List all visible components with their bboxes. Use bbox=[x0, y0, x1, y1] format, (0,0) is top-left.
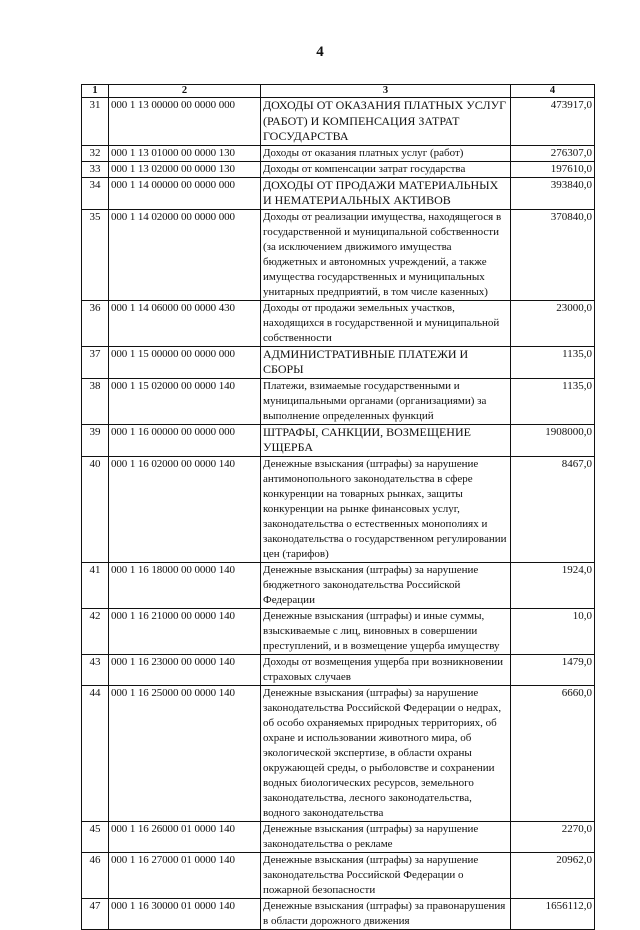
row-amount: 20962,0 bbox=[511, 852, 595, 898]
row-amount: 370840,0 bbox=[511, 209, 595, 300]
row-code: 000 1 15 02000 00 0000 140 bbox=[109, 378, 261, 424]
row-amount: 276307,0 bbox=[511, 145, 595, 161]
row-description: ДОХОДЫ ОТ ОКАЗАНИЯ ПЛАТНЫХ УСЛУГ (РАБОТ) И КОМПЕНСАЦИЯ ЗАТРАТ ГОСУДАРСТВА bbox=[261, 98, 511, 146]
table-row bbox=[82, 821, 595, 852]
row-code: 000 1 16 18000 00 0000 140 bbox=[109, 562, 261, 608]
revenue-table bbox=[81, 84, 595, 930]
row-description: ШТРАФЫ, САНКЦИИ, ВОЗМЕЩЕНИЕ УЩЕРБА bbox=[261, 424, 511, 456]
table-header-row bbox=[82, 85, 595, 98]
table-row bbox=[82, 562, 595, 608]
row-number: 38 bbox=[82, 378, 109, 424]
row-number: 39 bbox=[82, 424, 109, 456]
table-row bbox=[82, 346, 595, 378]
row-number: 43 bbox=[82, 654, 109, 685]
row-number: 45 bbox=[82, 821, 109, 852]
row-code: 000 1 14 02000 00 0000 000 bbox=[109, 209, 261, 300]
row-description: Денежные взыскания (штрафы) за нарушение законодательства Российской Федерации о пожарной безопасности bbox=[261, 852, 511, 898]
row-code: 000 1 13 00000 00 0000 000 bbox=[109, 98, 261, 146]
row-code: 000 1 16 27000 01 0000 140 bbox=[109, 852, 261, 898]
row-number: 47 bbox=[82, 898, 109, 929]
row-number: 41 bbox=[82, 562, 109, 608]
row-number: 33 bbox=[82, 161, 109, 177]
row-code: 000 1 13 02000 00 0000 130 bbox=[109, 161, 261, 177]
page-number: 4 bbox=[316, 44, 324, 60]
row-number: 36 bbox=[82, 300, 109, 346]
row-amount: 8467,0 bbox=[511, 456, 595, 562]
row-description: Денежные взыскания (штрафы) за нарушение законодательства Российской Федерации о недрах, об особо охраняемых природных территориях, об охране и использовании животного мира, об экологической экспертизе, в области охраны окружающей среды, о рыболовстве и сохранении водных биологических ресурсов, земельного законодательства, лесного законодательства, водного законодательства bbox=[261, 685, 511, 821]
row-amount: 1908000,0 bbox=[511, 424, 595, 456]
row-amount: 23000,0 bbox=[511, 300, 595, 346]
row-description: Денежные взыскания (штрафы) за правонарушения в области дорожного движения bbox=[261, 898, 511, 929]
row-code: 000 1 16 00000 00 0000 000 bbox=[109, 424, 261, 456]
row-amount: 1135,0 bbox=[511, 378, 595, 424]
row-description: Денежные взыскания (штрафы) и иные суммы, взыскиваемые с лиц, виновных в совершении преступлений, и в возмещение ущерба имуществу bbox=[261, 608, 511, 654]
table-row bbox=[82, 300, 595, 346]
row-description: Денежные взыскания (штрафы) за нарушение антимонопольного законодательства в сфере конкуренции на товарных рынках, защиты конкуренции на рынке финансовых услуг, законодательства о естественных монополиях и законодательства о государственном регулировании цен (тарифов) bbox=[261, 456, 511, 562]
row-amount: 1924,0 bbox=[511, 562, 595, 608]
row-description: Денежные взыскания (штрафы) за нарушение бюджетного законодательства Российской Федерации bbox=[261, 562, 511, 608]
row-amount: 10,0 bbox=[511, 608, 595, 654]
table-row bbox=[82, 654, 595, 685]
row-description: Доходы от реализации имущества, находящегося в государственной и муниципальной собственности (за исключением движимого имущества бюджетных и автономных учреждений, а также имущества государственных и муниципальных унитарных предприятий, в том числе казенных) bbox=[261, 209, 511, 300]
row-description: Доходы от оказания платных услуг (работ) bbox=[261, 145, 511, 161]
row-description: ДОХОДЫ ОТ ПРОДАЖИ МАТЕРИАЛЬНЫХ И НЕМАТЕРИАЛЬНЫХ АКТИВОВ bbox=[261, 177, 511, 209]
row-amount: 1656112,0 bbox=[511, 898, 595, 929]
row-amount: 473917,0 bbox=[511, 98, 595, 146]
row-description: Платежи, взимаемые государственными и муниципальными органами (организациями) за выполнение определенных функций bbox=[261, 378, 511, 424]
row-number: 44 bbox=[82, 685, 109, 821]
table-row bbox=[82, 98, 595, 146]
row-number: 42 bbox=[82, 608, 109, 654]
header-col-3: 3 bbox=[261, 85, 511, 98]
header-col-1: 1 bbox=[82, 85, 109, 98]
row-amount: 6660,0 bbox=[511, 685, 595, 821]
row-amount: 197610,0 bbox=[511, 161, 595, 177]
row-amount: 393840,0 bbox=[511, 177, 595, 209]
row-description: Доходы от компенсации затрат государства bbox=[261, 161, 511, 177]
row-description: Денежные взыскания (штрафы) за нарушение законодательства о рекламе bbox=[261, 821, 511, 852]
row-code: 000 1 16 30000 01 0000 140 bbox=[109, 898, 261, 929]
table-row bbox=[82, 161, 595, 177]
row-description: Доходы от продажи земельных участков, находящихся в государственной и муниципальной собственности bbox=[261, 300, 511, 346]
row-description: АДМИНИСТРАТИВНЫЕ ПЛАТЕЖИ И СБОРЫ bbox=[261, 346, 511, 378]
row-number: 32 bbox=[82, 145, 109, 161]
row-code: 000 1 15 00000 00 0000 000 bbox=[109, 346, 261, 378]
row-description: Доходы от возмещения ущерба при возникновении страховых случаев bbox=[261, 654, 511, 685]
row-code: 000 1 16 02000 00 0000 140 bbox=[109, 456, 261, 562]
table-row bbox=[82, 685, 595, 821]
table-row bbox=[82, 424, 595, 456]
row-code: 000 1 14 00000 00 0000 000 bbox=[109, 177, 261, 209]
header-col-2: 2 bbox=[109, 85, 261, 98]
table-row bbox=[82, 608, 595, 654]
row-number: 46 bbox=[82, 852, 109, 898]
header-col-4: 4 bbox=[511, 85, 595, 98]
row-code: 000 1 14 06000 00 0000 430 bbox=[109, 300, 261, 346]
table-row bbox=[82, 898, 595, 929]
row-number: 34 bbox=[82, 177, 109, 209]
table-row bbox=[82, 378, 595, 424]
row-code: 000 1 16 23000 00 0000 140 bbox=[109, 654, 261, 685]
row-amount: 1479,0 bbox=[511, 654, 595, 685]
row-code: 000 1 16 26000 01 0000 140 bbox=[109, 821, 261, 852]
row-code: 000 1 13 01000 00 0000 130 bbox=[109, 145, 261, 161]
table-row bbox=[82, 145, 595, 161]
table-row bbox=[82, 852, 595, 898]
row-amount: 2270,0 bbox=[511, 821, 595, 852]
row-code: 000 1 16 25000 00 0000 140 bbox=[109, 685, 261, 821]
table-row bbox=[82, 209, 595, 300]
row-amount: 1135,0 bbox=[511, 346, 595, 378]
row-number: 40 bbox=[82, 456, 109, 562]
table-row bbox=[82, 177, 595, 209]
row-number: 35 bbox=[82, 209, 109, 300]
row-code: 000 1 16 21000 00 0000 140 bbox=[109, 608, 261, 654]
table-body bbox=[82, 98, 595, 930]
row-number: 31 bbox=[82, 98, 109, 146]
table-row bbox=[82, 456, 595, 562]
row-number: 37 bbox=[82, 346, 109, 378]
